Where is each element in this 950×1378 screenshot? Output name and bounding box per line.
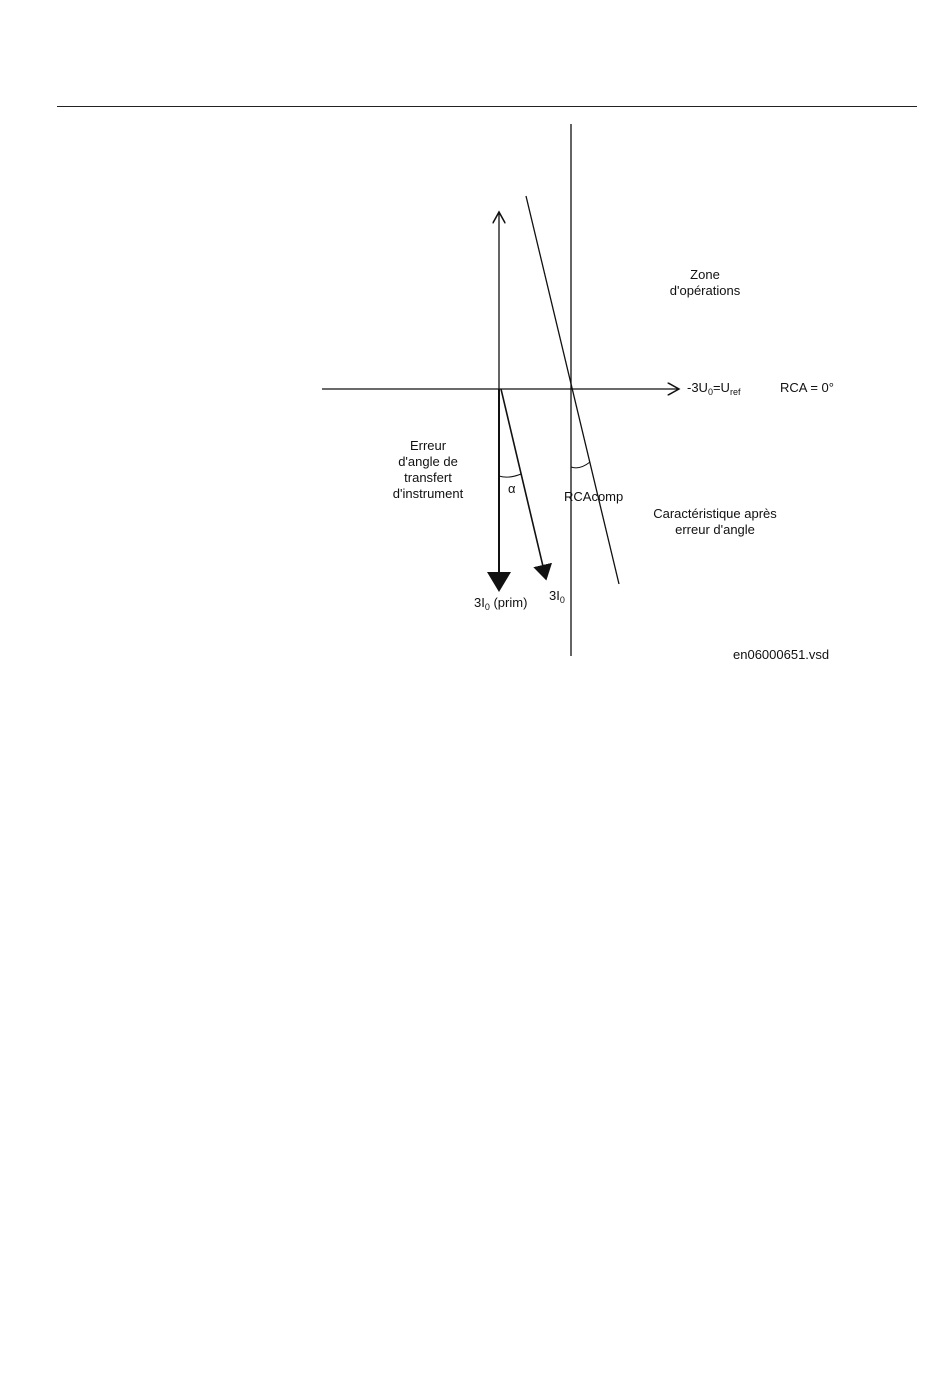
reference-voltage-label: $-3U_0=U_{ref}$ xyxy=(687,380,741,397)
source-filename: en06000651.vsd xyxy=(733,647,830,662)
instrument-error-label: Erreur d'angle de transfert d'instrument xyxy=(392,438,464,501)
rcacomp-label: RCAcomp xyxy=(564,489,624,504)
current-label: $3I_0$ xyxy=(549,588,565,605)
characteristic-line xyxy=(526,196,619,584)
operating-zone-label: Zone d'opérations xyxy=(669,267,741,298)
characteristic-label: Caractéristique après erreur d'angle xyxy=(653,506,777,537)
rcacomp-angle-arc xyxy=(571,462,590,468)
current-prim-label: $3I_0$ (prim) xyxy=(474,595,528,612)
alpha-angle-arc xyxy=(499,474,521,477)
alpha-label: α xyxy=(508,481,516,496)
rca-label: RCA = 0° xyxy=(780,380,834,395)
